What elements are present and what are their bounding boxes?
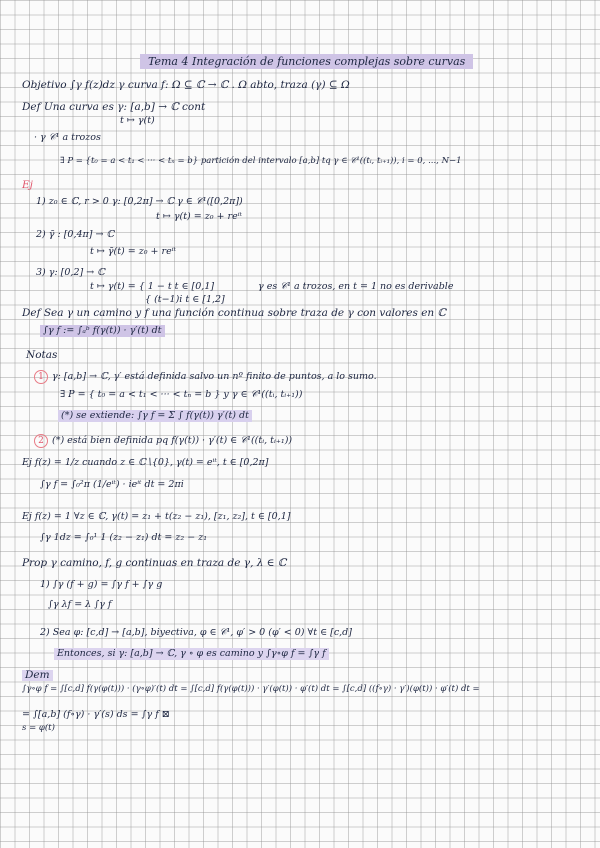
proof-substitution: s = φ(t) <box>22 723 55 733</box>
example-1-map: t ↦ γ(t) = z₀ + reⁱᵗ <box>156 211 242 222</box>
example-5: Ej f(z) = 1 ∀z ∈ ℂ, γ(t) = z₁ + t(z₂ − z₁), [z₁, z₂], t ∈ [0,1] <box>22 511 291 522</box>
note-2-marker: 2 <box>34 434 48 448</box>
curve-definition: Def Una curva es γ: [a,b] → ℂ cont <box>22 101 206 113</box>
example-5-result: ∫γ 1dz = ∫₀¹ 1 (z₂ − z₁) dt = z₂ − z₁ <box>40 532 208 543</box>
example-3: 3) γ: [0,2] → ℂ <box>36 267 105 278</box>
notes-heading: Notas <box>26 349 58 361</box>
note-2 <box>34 434 292 448</box>
proof-line-1: ∫γ∘φ f = ∫[c,d] f(γ(φ(t))) · (γ∘φ)′(t) dt = ∫[c,d] f(γ(φ(t))) · γ′(φ(t)) · φ′(t) dt = ∫[c,d] ((f∘γ) · γ′)(φ(t)) · φ′(t) dt = <box>22 684 480 694</box>
example-3-map-2: { (t−1)i t ∈ [1,2] <box>145 294 225 305</box>
integral-definition: Def Sea γ un camino y f una función continua sobre traza de γ con valores en ℂ <box>22 307 446 319</box>
note-1-text: γ: [a,b] → ℂ, γ′ está definida salvo un nº finito de puntos, a lo sumo. <box>52 371 377 382</box>
note-1-marker: 1 <box>34 370 48 384</box>
note-1-extension: (*) se extiende: ∫γ f = Σ ∫ f(γ(t)) γ′(t) dt <box>58 410 252 422</box>
example-2-map: t ↦ γ̃(t) = z₀ + reⁱᵗ <box>90 246 176 257</box>
proposition-1: 1) ∫γ (f + g) = ∫γ f + ∫γ g <box>40 579 163 590</box>
objective-line: Objetivo ∫γ f(z)dz γ curva f: Ω ⊆ ℂ → ℂ . Ω abto, traza (γ) ⊆ Ω <box>22 79 350 91</box>
page-title: Tema 4 Integración de funciones complejas sobre curvas <box>140 54 473 69</box>
example-3-note: γ es 𝒞¹ a trozos, en t = 1 no es derivable <box>258 281 454 292</box>
proposition-1-b: ∫γ λf = λ ∫γ f <box>48 599 112 610</box>
c1-piecewise: · γ 𝒞¹ a trozos <box>34 132 101 143</box>
proposition: Prop γ camino, f, g continuas en traza de γ, λ ∈ ℂ <box>22 557 287 569</box>
example-1: 1) z₀ ∈ ℂ, r > 0 γ: [0,2π] → ℂ γ ∈ 𝒞¹([0,2π]) <box>36 196 243 207</box>
note-1 <box>34 370 377 384</box>
examples-label: Ej <box>22 179 33 191</box>
proposition-2: 2) Sea φ: [c,d] → [a,b], biyectiva, φ ∈ 𝒞¹, φ′ > 0 (φ′ < 0) ∀t ∈ [c,d] <box>40 627 352 638</box>
proof-label: Dem <box>22 670 53 681</box>
example-4: Ej f(z) = 1/z cuando z ∈ ℂ∖{0}, γ(t) = eⁱᵗ, t ∈ [0,2π] <box>22 457 269 468</box>
proposition-2-b: Entonces, si γ: [a,b] → ℂ, γ ∘ φ es camino y ∫γ∘φ f = ∫γ f <box>54 648 329 660</box>
example-2: 2) γ̃ : [0,4π] → ℂ <box>36 229 115 240</box>
curve-definition-map: t ↦ γ(t) <box>120 115 155 126</box>
example-4-result: ∫γ f = ∫₀²π (1/eⁱᵗ) · ieⁱᵗ dt = 2πi <box>40 479 184 490</box>
proof-line-2: = ∫[a,b] (f∘γ) · γ′(s) ds = ∫γ f ⊠ <box>22 709 170 720</box>
partition-line: ∃ P = {t₀ = a < t₁ < ··· < tₙ = b} partición del intervalo [a,b] tq γ ∈ 𝒞¹((tᵢ, tᵢ₊₁)), i = 0, ..., N−1 <box>60 156 462 166</box>
note-2-text: (*) está bien definida pq f(γ(t)) · γ′(t) ∈ 𝒞¹((tᵢ, tᵢ₊₁)) <box>52 435 293 446</box>
example-3-map: t ↦ γ(t) = { 1 − t t ∈ [0,1] <box>90 281 215 292</box>
integral-formula: ∫γ f := ∫ₐᵇ f(γ(t)) · γ′(t) dt <box>40 325 165 337</box>
note-1-partition: ∃ P = { t₀ = a < t₁ < ··· < tₙ = b } y γ ∈ 𝒞¹((tᵢ, tᵢ₊₁)) <box>60 389 303 400</box>
